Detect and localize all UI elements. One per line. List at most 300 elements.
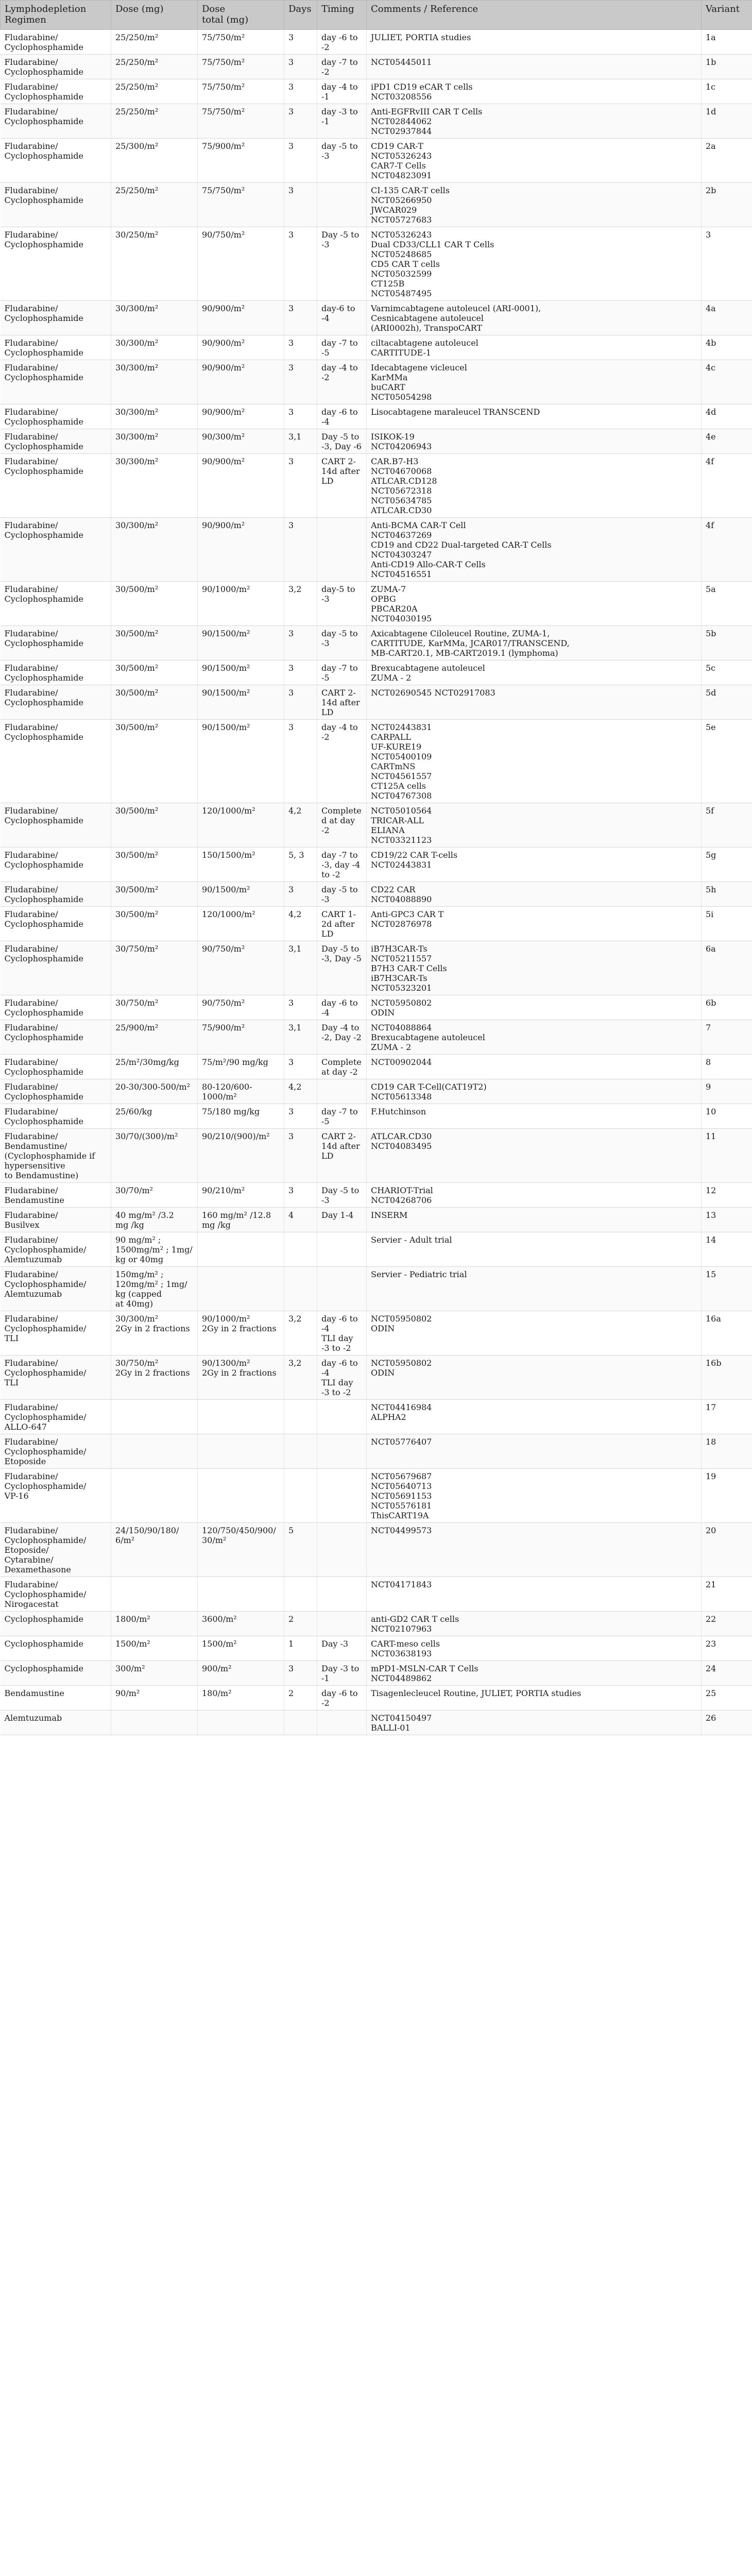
timing-cell: day -6 to -2 [317, 1686, 367, 1710]
regimen-cell: Fludarabine/ Cyclophosphamide/ Nirogacestat [1, 1577, 111, 1612]
table-row [1, 183, 752, 227]
comments-cell: NCT05445011 [367, 55, 702, 79]
variant-cell: 5c [702, 660, 752, 685]
comments-cell: NCT04499573 [367, 1523, 702, 1577]
table-row [1, 1129, 752, 1183]
regimen-cell: Fludarabine/ Cyclophosphamide [1, 848, 111, 882]
table-row [1, 429, 752, 454]
timing-cell [317, 1577, 367, 1612]
table-row [1, 882, 752, 907]
comments-cell: Brexucabtagene autoleucel ZUMA - 2 [367, 660, 702, 685]
table-row [1, 941, 752, 995]
variant-cell: 12 [702, 1183, 752, 1208]
variant-cell: 1a [702, 30, 752, 55]
timing-cell [317, 1523, 367, 1577]
dose-total-cell: 90/900/m² [198, 404, 284, 429]
days-cell: 2 [284, 1686, 317, 1710]
table-row [1, 301, 752, 335]
regimen-cell: Fludarabine/ Cyclophosphamide/ TLI [1, 1355, 111, 1400]
timing-cell: day -3 to -1 [317, 104, 367, 139]
comments-cell: CD19/22 CAR T-cells NCT02443831 [367, 848, 702, 882]
variant-cell: 19 [702, 1469, 752, 1523]
regimen-cell: Fludarabine/ Cyclophosphamide [1, 79, 111, 104]
regimen-cell: Fludarabine/ Cyclophosphamide [1, 685, 111, 720]
days-cell: 3,1 [284, 429, 317, 454]
timing-cell: day -6 to -4 TLI day -3 to -2 [317, 1355, 367, 1400]
table-header [1, 1, 752, 30]
dose-total-cell: 90/1300/m² 2Gy in 2 fractions [198, 1355, 284, 1400]
timing-cell: CART 2-14d after LD [317, 685, 367, 720]
dose-total-cell: 120/1000/m² [198, 907, 284, 941]
comments-cell: iB7H3CAR-Ts NCT05211557 B7H3 CAR-T Cells iB7H3CAR-Ts NCT05323201 [367, 941, 702, 995]
table-row [1, 139, 752, 183]
dose-cell: 25/900/m² [111, 1020, 198, 1055]
timing-cell: day -6 to -2 [317, 30, 367, 55]
timing-cell: day-6 to -4 [317, 301, 367, 335]
regimen-cell: Fludarabine/ Cyclophosphamide [1, 404, 111, 429]
days-cell: 3,1 [284, 1020, 317, 1055]
days-cell: 3 [284, 1104, 317, 1129]
header-days: Days [284, 1, 317, 30]
table-row [1, 1612, 752, 1636]
timing-cell [317, 1267, 367, 1311]
comments-cell: ATLCAR.CD30 NCT04083495 [367, 1129, 702, 1183]
dose-cell: 90/m² [111, 1686, 198, 1710]
table-body [1, 30, 752, 1735]
timing-cell [317, 1434, 367, 1469]
table-row [1, 454, 752, 518]
dose-total-cell [198, 1267, 284, 1311]
regimen-cell: Fludarabine/ Cyclophosphamide [1, 335, 111, 360]
regimen-cell: Fludarabine/ Cyclophosphamide [1, 183, 111, 227]
dose-total-cell: 120/1000/m² [198, 803, 284, 848]
dose-total-cell: 120/750/450/900/ 30/m² [198, 1523, 284, 1577]
variant-cell: 16a [702, 1311, 752, 1355]
days-cell: 3 [284, 1055, 317, 1079]
dose-cell: 150mg/m² ; 120mg/m² ; 1mg/ kg (capped at 40mg) [111, 1267, 198, 1311]
comments-cell: Lisocabtagene maraleucel TRANSCEND [367, 404, 702, 429]
dose-total-cell: 90/900/m² [198, 335, 284, 360]
regimen-cell: Fludarabine/ Cyclophosphamide [1, 882, 111, 907]
dose-total-cell [198, 1434, 284, 1469]
dose-total-cell [198, 1710, 284, 1735]
dose-total-cell: 75/900/m² [198, 1020, 284, 1055]
dose-total-cell: 900/m² [198, 1661, 284, 1686]
dose-cell: 30/500/m² [111, 660, 198, 685]
days-cell: 3 [284, 139, 317, 183]
regimen-cell: Fludarabine/ Cyclophosphamide [1, 1020, 111, 1055]
regimen-cell: Fludarabine/ Cyclophosphamide [1, 518, 111, 582]
table-row [1, 1355, 752, 1400]
dose-cell: 30/250/m² [111, 227, 198, 301]
dose-total-cell [198, 1577, 284, 1612]
days-cell: 3 [284, 660, 317, 685]
table-row [1, 404, 752, 429]
dose-cell: 30/500/m² [111, 685, 198, 720]
variant-cell: 4f [702, 454, 752, 518]
variant-cell: 5i [702, 907, 752, 941]
dose-total-cell: 90/1500/m² [198, 660, 284, 685]
dose-cell: 30/500/m² [111, 582, 198, 626]
table-row [1, 660, 752, 685]
timing-cell [317, 1469, 367, 1523]
variant-cell: 3 [702, 227, 752, 301]
dose-cell [111, 1469, 198, 1523]
dose-cell: 25/250/m² [111, 183, 198, 227]
days-cell: 4,2 [284, 1079, 317, 1104]
dose-total-cell: 150/1500/m² [198, 848, 284, 882]
timing-cell: day -7 to -5 [317, 1104, 367, 1129]
dose-total-cell: 90/750/m² [198, 941, 284, 995]
table-row [1, 995, 752, 1020]
timing-cell: Complete at day -2 [317, 1055, 367, 1079]
comments-cell: NCT02690545 NCT02917083 [367, 685, 702, 720]
dose-cell: 30/300/m² [111, 301, 198, 335]
comments-cell: iPD1 CD19 eCAR T cells NCT03208556 [367, 79, 702, 104]
table-row [1, 1020, 752, 1055]
variant-cell: 25 [702, 1686, 752, 1710]
days-cell: 3 [284, 404, 317, 429]
table-row [1, 104, 752, 139]
regimen-cell: Fludarabine/ Cyclophosphamide [1, 360, 111, 404]
regimen-cell: Fludarabine/ Cyclophosphamide [1, 626, 111, 660]
dose-total-cell: 160 mg/m² /12.8 mg /kg [198, 1208, 284, 1232]
comments-cell: F.Hutchinson [367, 1104, 702, 1129]
dose-cell: 24/150/90/180/ 6/m² [111, 1523, 198, 1577]
days-cell: 1 [284, 1636, 317, 1661]
variant-cell: 5b [702, 626, 752, 660]
variant-cell: 23 [702, 1636, 752, 1661]
variant-cell: 26 [702, 1710, 752, 1735]
regimen-cell: Fludarabine/ Cyclophosphamide [1, 429, 111, 454]
days-cell: 3,2 [284, 582, 317, 626]
timing-cell: day -6 to -4 [317, 404, 367, 429]
dose-total-cell: 90/1500/m² [198, 685, 284, 720]
table-row [1, 582, 752, 626]
table-row [1, 1183, 752, 1208]
timing-cell: day-5 to -3 [317, 582, 367, 626]
comments-cell: ISIKOK-19 NCT04206943 [367, 429, 702, 454]
dose-cell [111, 1400, 198, 1434]
comments-cell: Anti-EGFRvIII CAR T Cells NCT02844062 NCT02937844 [367, 104, 702, 139]
table-row [1, 1661, 752, 1686]
dose-total-cell: 75/m²/90 mg/kg [198, 1055, 284, 1079]
regimen-cell: Fludarabine/ Cyclophosphamide [1, 1055, 111, 1079]
dose-total-cell: 75/900/m² [198, 139, 284, 183]
comments-cell: ZUMA-7 OPBG PBCAR20A NCT04030195 [367, 582, 702, 626]
variant-cell: 6a [702, 941, 752, 995]
regimen-cell: Fludarabine/ Cyclophosphamide/ Etoposide [1, 1434, 111, 1469]
timing-cell: Day -5 to -3, Day -5 [317, 941, 367, 995]
days-cell: 5, 3 [284, 848, 317, 882]
dose-total-cell: 90/1000/m² [198, 582, 284, 626]
dose-cell: 30/300/m² [111, 429, 198, 454]
dose-total-cell: 90/900/m² [198, 454, 284, 518]
days-cell: 3 [284, 720, 317, 803]
variant-cell: 22 [702, 1612, 752, 1636]
variant-cell: 5h [702, 882, 752, 907]
timing-cell: Day -5 to -3 [317, 227, 367, 301]
timing-cell: Day -4 to -2, Day -2 [317, 1020, 367, 1055]
table-row [1, 1577, 752, 1612]
dose-total-cell: 90/1500/m² [198, 720, 284, 803]
timing-cell: day -6 to -4 TLI day -3 to -2 [317, 1311, 367, 1355]
comments-cell: JULIET, PORTIA studies [367, 30, 702, 55]
dose-cell: 30/70/(300)/m² [111, 1129, 198, 1183]
days-cell: 3,2 [284, 1355, 317, 1400]
days-cell: 5 [284, 1523, 317, 1577]
regimen-cell: Fludarabine/ Cyclophosphamide/ ALLO-647 [1, 1400, 111, 1434]
dose-cell: 30/300/m² [111, 360, 198, 404]
table-row [1, 907, 752, 941]
variant-cell: 16b [702, 1355, 752, 1400]
table-row [1, 1686, 752, 1710]
comments-cell: NCT05679687 NCT05640713 NCT05691153 NCT05576181 ThisCART19A [367, 1469, 702, 1523]
table-row [1, 848, 752, 882]
days-cell: 3 [284, 685, 317, 720]
days-cell: 3 [284, 360, 317, 404]
days-cell: 3,1 [284, 941, 317, 995]
days-cell: 4,2 [284, 907, 317, 941]
days-cell: 3 [284, 79, 317, 104]
dose-cell: 30/500/m² [111, 848, 198, 882]
comments-cell: NCT04088864 Brexucabtagene autoleucel ZUMA - 2 [367, 1020, 702, 1055]
comments-cell: Idecabtagene vicleucel KarMMa buCART NCT05054298 [367, 360, 702, 404]
days-cell [284, 1400, 317, 1434]
table-row [1, 335, 752, 360]
timing-cell: day -4 to -1 [317, 79, 367, 104]
regimen-cell: Cyclophosphamide [1, 1661, 111, 1686]
dose-cell: 40 mg/m² /3.2 mg /kg [111, 1208, 198, 1232]
comments-cell: CD19 CAR-T NCT05326243 CAR7-T Cells NCT04823091 [367, 139, 702, 183]
dose-cell: 30/500/m² [111, 803, 198, 848]
regimen-cell: Fludarabine/ Cyclophosphamide [1, 30, 111, 55]
comments-cell: NCT05950802 ODIN [367, 1355, 702, 1400]
dose-cell: 25/250/m² [111, 30, 198, 55]
days-cell: 3 [284, 1183, 317, 1208]
timing-cell: day -5 to -3 [317, 882, 367, 907]
timing-cell: day -7 to -2 [317, 55, 367, 79]
timing-cell: day -5 to -3 [317, 139, 367, 183]
dose-cell: 30/500/m² [111, 626, 198, 660]
regimen-cell: Alemtuzumab [1, 1710, 111, 1735]
comments-cell: mPD1-MSLN-CAR T Cells NCT04489862 [367, 1661, 702, 1686]
table-row [1, 1055, 752, 1079]
dose-total-cell: 75/180 mg/kg [198, 1104, 284, 1129]
dose-cell: 25/m²/30mg/kg [111, 1055, 198, 1079]
comments-cell: NCT04171843 [367, 1577, 702, 1612]
regimen-cell: Fludarabine/ Bendamustine [1, 1183, 111, 1208]
regimen-cell: Fludarabine/ Cyclophosphamide [1, 139, 111, 183]
dose-cell: 25/300/m² [111, 139, 198, 183]
regimen-cell: Fludarabine/ Busilvex [1, 1208, 111, 1232]
header-dose-total: Dose total (mg) [198, 1, 284, 30]
dose-cell: 25/250/m² [111, 79, 198, 104]
dose-total-cell: 90/900/m² [198, 518, 284, 582]
days-cell: 3 [284, 183, 317, 227]
comments-cell: INSERM [367, 1208, 702, 1232]
comments-cell: anti-GD2 CAR T cells NCT02107963 [367, 1612, 702, 1636]
variant-cell: 5a [702, 582, 752, 626]
dose-cell: 30/750/m² [111, 995, 198, 1020]
dose-total-cell [198, 1469, 284, 1523]
table-row [1, 1232, 752, 1267]
dose-total-cell [198, 1400, 284, 1434]
dose-total-cell: 90/750/m² [198, 227, 284, 301]
header-variant: Variant [702, 1, 752, 30]
dose-cell [111, 1434, 198, 1469]
dose-cell: 30/500/m² [111, 720, 198, 803]
table-row [1, 1434, 752, 1469]
variant-cell: 1d [702, 104, 752, 139]
comments-cell: Servier - Pediatric trial [367, 1267, 702, 1311]
header-dose: Dose (mg) [111, 1, 198, 30]
comments-cell: NCT05326243 Dual CD33/CLL1 CAR T Cells NCT05248685 CD5 CAR T cells NCT05032599 CT125B NCT05487495 [367, 227, 702, 301]
dose-cell: 30/70/m² [111, 1183, 198, 1208]
regimen-cell: Fludarabine/ Cyclophosphamide [1, 582, 111, 626]
timing-cell: day -5 to -3 [317, 626, 367, 660]
comments-cell: CART-meso cells NCT03638193 [367, 1636, 702, 1661]
regimen-cell: Fludarabine/ Cyclophosphamide [1, 227, 111, 301]
days-cell [284, 1434, 317, 1469]
variant-cell: 24 [702, 1661, 752, 1686]
days-cell: 3 [284, 301, 317, 335]
days-cell: 3 [284, 104, 317, 139]
table-row [1, 30, 752, 55]
regimen-cell: Fludarabine/ Bendamustine/ (Cyclophosphamide if hypersensitive to Bendamustine) [1, 1129, 111, 1183]
days-cell: 3 [284, 995, 317, 1020]
regimen-cell: Fludarabine/ Cyclophosphamide [1, 995, 111, 1020]
timing-cell: Day -5 to -3, Day -6 [317, 429, 367, 454]
comments-cell: Tisagenlecleucel Routine, JULIET, PORTIA studies [367, 1686, 702, 1710]
variant-cell: 2b [702, 183, 752, 227]
variant-cell: 1c [702, 79, 752, 104]
dose-total-cell: 90/900/m² [198, 360, 284, 404]
dose-total-cell: 90/210/(900)/m² [198, 1129, 284, 1183]
dose-cell: 30/750/m² [111, 941, 198, 995]
dose-cell: 300/m² [111, 1661, 198, 1686]
days-cell: 2 [284, 1612, 317, 1636]
timing-cell: Completed at day -2 [317, 803, 367, 848]
dose-cell: 90 mg/m² ; 1500mg/m² ; 1mg/ kg or 40mg [111, 1232, 198, 1267]
table-row [1, 803, 752, 848]
dose-total-cell: 90/1000/m² 2Gy in 2 fractions [198, 1311, 284, 1355]
regimen-cell: Bendamustine [1, 1686, 111, 1710]
variant-cell: 10 [702, 1104, 752, 1129]
header-timing: Timing [317, 1, 367, 30]
timing-cell: day -6 to -4 [317, 995, 367, 1020]
dose-cell: 30/500/m² [111, 882, 198, 907]
table-row [1, 720, 752, 803]
days-cell: 4 [284, 1208, 317, 1232]
variant-cell: 4c [702, 360, 752, 404]
regimen-cell: Fludarabine/ Cyclophosphamide/ Etoposide/ Cytarabine/ Dexamethasone [1, 1523, 111, 1577]
days-cell: 3 [284, 227, 317, 301]
dose-cell: 30/500/m² [111, 907, 198, 941]
comments-cell: CD22 CAR NCT04088890 [367, 882, 702, 907]
timing-cell [317, 1710, 367, 1735]
regimen-cell: Fludarabine/ Cyclophosphamide/ Alemtuzumab [1, 1232, 111, 1267]
regimen-cell: Fludarabine/ Cyclophosphamide/ Alemtuzumab [1, 1267, 111, 1311]
variant-cell: 20 [702, 1523, 752, 1577]
comments-cell: NCT05010564 TRICAR-ALL ELIANA NCT03321123 [367, 803, 702, 848]
regimen-cell: Fludarabine/ Cyclophosphamide [1, 941, 111, 995]
variant-cell: 14 [702, 1232, 752, 1267]
variant-cell: 5f [702, 803, 752, 848]
regimen-cell: Fludarabine/ Cyclophosphamide [1, 454, 111, 518]
regimen-cell: Fludarabine/ Cyclophosphamide [1, 720, 111, 803]
timing-cell: day -4 to -2 [317, 720, 367, 803]
dose-total-cell: 90/1500/m² [198, 882, 284, 907]
comments-cell: NCT04150497 BALLI-01 [367, 1710, 702, 1735]
dose-cell: 30/300/m² [111, 404, 198, 429]
table-row [1, 1469, 752, 1523]
variant-cell: 1b [702, 55, 752, 79]
timing-cell [317, 1612, 367, 1636]
days-cell: 3 [284, 626, 317, 660]
dose-cell: 1500/m² [111, 1636, 198, 1661]
comments-cell: NCT05950802 ODIN [367, 995, 702, 1020]
regimen-cell: Fludarabine/ Cyclophosphamide [1, 1079, 111, 1104]
days-cell: 3 [284, 30, 317, 55]
days-cell: 3 [284, 518, 317, 582]
comments-cell: CHARIOT-Trial NCT04268706 [367, 1183, 702, 1208]
timing-cell: Day -3 [317, 1636, 367, 1661]
comments-cell: NCT00902044 [367, 1055, 702, 1079]
dose-total-cell: 3600/m² [198, 1612, 284, 1636]
timing-cell [317, 1400, 367, 1434]
days-cell [284, 1577, 317, 1612]
dose-cell: 1800/m² [111, 1612, 198, 1636]
variant-cell: 2a [702, 139, 752, 183]
timing-cell: CART 2-14d after LD [317, 1129, 367, 1183]
table-row [1, 1267, 752, 1311]
timing-cell: CART 2-14d after LD [317, 454, 367, 518]
variant-cell: 4e [702, 429, 752, 454]
comments-cell: Servier - Adult trial [367, 1232, 702, 1267]
comments-cell: CI-135 CAR-T cells NCT05266950 JWCAR029 NCT05727683 [367, 183, 702, 227]
days-cell: 3 [284, 55, 317, 79]
days-cell [284, 1267, 317, 1311]
dose-total-cell: 90/300/m² [198, 429, 284, 454]
dose-total-cell: 90/750/m² [198, 995, 284, 1020]
regimen-cell: Fludarabine/ Cyclophosphamide [1, 803, 111, 848]
dose-cell: 30/300/m² [111, 454, 198, 518]
variant-cell: 17 [702, 1400, 752, 1434]
comments-cell: NCT02443831 CARPALL UF-KURE19 NCT05400109 CARTmNS NCT04561557 CT125A cells NCT04767308 [367, 720, 702, 803]
variant-cell: 4f [702, 518, 752, 582]
variant-cell: 13 [702, 1208, 752, 1232]
variant-cell: 5d [702, 685, 752, 720]
dose-total-cell: 90/210/m² [198, 1183, 284, 1208]
dose-total-cell: 90/1500/m² [198, 626, 284, 660]
regimen-cell: Fludarabine/ Cyclophosphamide [1, 907, 111, 941]
table-row [1, 1400, 752, 1434]
comments-cell: CAR.B7-H3 NCT04670068 ATLCAR.CD128 NCT05672318 NCT05634785 ATLCAR.CD30 [367, 454, 702, 518]
dose-cell [111, 1710, 198, 1735]
header-comments: Comments / Reference [367, 1, 702, 30]
table-row [1, 685, 752, 720]
dose-cell [111, 1577, 198, 1612]
days-cell [284, 1710, 317, 1735]
comments-cell: CD19 CAR T-Cell(CAT19T2) NCT05613348 [367, 1079, 702, 1104]
timing-cell: Day -3 to -1 [317, 1661, 367, 1686]
regimen-cell: Cyclophosphamide [1, 1612, 111, 1636]
dose-total-cell: 75/750/m² [198, 79, 284, 104]
timing-cell: day -7 to -5 [317, 335, 367, 360]
days-cell: 3,2 [284, 1311, 317, 1355]
table-row [1, 1636, 752, 1661]
